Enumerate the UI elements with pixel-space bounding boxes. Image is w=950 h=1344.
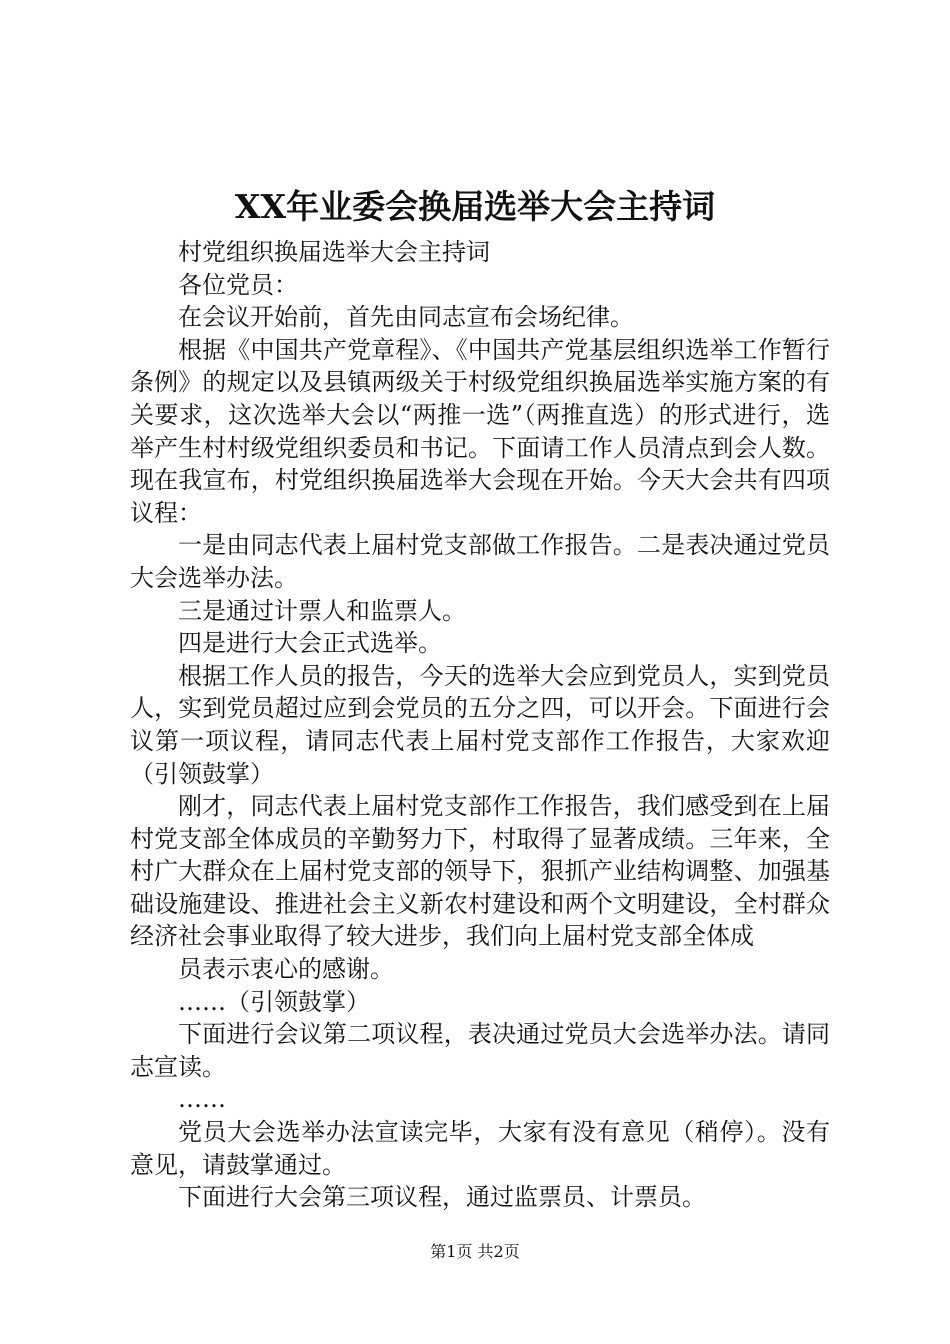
paragraph: 党员大会选举办法宣读完毕，大家有没有意见（稍停）。没有意见，请鼓掌通过。 [130, 1118, 830, 1179]
paragraph: ……（引领鼓掌） [178, 987, 370, 1016]
page-footer: 第1页 共2页 [430, 1242, 520, 1261]
paragraph: 下面进行大会第三项议程，通过监票员、计票员。 [178, 1183, 706, 1212]
document-title: XX年业委会换届选举大会主持词 [234, 187, 716, 226]
document-body [130, 236, 830, 1214]
paragraph: 各位党员： [178, 270, 298, 299]
paragraph: 下面进行会议第二项议程，表决通过党员大会选举办法。请同志宣读。 [130, 1020, 830, 1081]
paragraph: …… [178, 1085, 226, 1114]
paragraph: 根据工作人员的报告，今天的选举大会应到党员人，实到党员人，实到党员超过应到会党员的五分之四，可以开会。下面进行会议第一项议程，请同志代表上届村党支部作工作报告，大家欢迎（引领鼓掌） [130, 661, 830, 788]
paragraph: 一是由同志代表上届村党支部做工作报告。二是表决通过党员大会选举办法。 [130, 531, 830, 592]
paragraph: 员表示衷心的感谢。 [178, 955, 394, 984]
paragraph: 根据《中国共产党章程》、《中国共产党基层组织选举工作暂行条例》的规定以及县镇两级关于村级党组织换届选举实施方案的有关要求，这次选举大会以“两推一选”（两推直选）的形式进行，选举产生村村级党组织委员和书记。下面请工作人员清点到会人数。现在我宣布，村党组织换届选举大会现在开始。今天大会共有四项议程： [130, 335, 830, 527]
paragraph: 村党组织换届选举大会主持词 [178, 238, 490, 266]
paragraph: 三是通过计票人和监票人。 [178, 596, 466, 625]
paragraph: 刚才，同志代表上届村党支部作工作报告，我们感受到在上届村党支部全体成员的辛勤努力下，村取得了显著成绩。三年来，全村广大群众在上届村党支部的领导下，狠抓产业结构调整、加强基础设施建设、推进社会主义新农村建设和两个文明建设，全村群众经济社会事业取得了较大进步，我们向上届村党支部全体成 [130, 792, 830, 951]
paragraph: 在会议开始前，首先由同志宣布会场纪律。 [178, 303, 634, 332]
paragraph: 四是进行大会正式选举。 [178, 629, 442, 658]
